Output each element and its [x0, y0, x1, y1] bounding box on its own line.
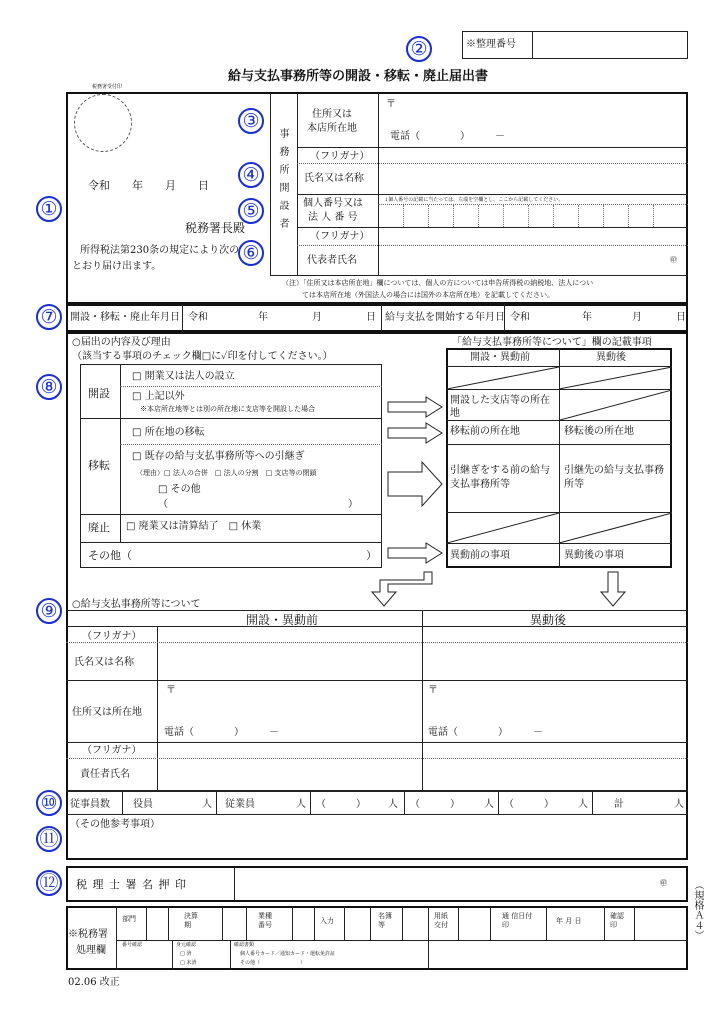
- emp-person6: 人: [674, 799, 684, 810]
- r-succ-after: 引継先の給与支払事務所等: [564, 465, 664, 490]
- move-label: 移転: [88, 459, 110, 472]
- ou-b2a: □ 済: [180, 951, 192, 957]
- office-phone1: 電話（ ） －: [164, 727, 279, 738]
- dates-m2: 月: [632, 312, 642, 323]
- note-line2: とおり届け出ます。: [72, 261, 162, 272]
- ou-label2: 処理欄: [76, 945, 106, 956]
- name-label: 氏名又は名称: [304, 173, 364, 184]
- arrow-other: [386, 542, 446, 564]
- open-label: 開設: [88, 387, 110, 400]
- reason-sub: （該当する事項のチェック欄□に✓印を付してください。）: [72, 351, 333, 362]
- circle-12: ⑫: [36, 870, 62, 896]
- open2-note: ※本店所在地等とは別の所在地に支店等を開設した場合: [140, 405, 315, 413]
- ou-c5: 名簿等: [378, 912, 392, 929]
- dates-label1: 開設・移転・廃止年月日: [70, 312, 180, 323]
- date-line: 令和 年 月 日: [88, 179, 209, 192]
- r-succ-before: 引継ぎをする前の給与支払事務所等: [450, 465, 550, 490]
- ou-b3: 確認書類: [234, 942, 255, 948]
- emp-paren2: （ ）: [410, 799, 460, 810]
- dates-d2: 日: [676, 312, 686, 323]
- rep-seal: ㊞: [670, 256, 677, 264]
- stamp-label: 税務署受付印: [92, 84, 123, 90]
- abolish1: □ 廃業又は清算結了 □ 休業: [126, 521, 262, 532]
- furigana2-label: （フリガナ）: [310, 231, 370, 242]
- phone-label: 電話（ ） －: [390, 131, 505, 142]
- emp-emp: 従業員: [225, 799, 255, 810]
- arrow-move: [386, 422, 446, 444]
- r-open-before: 開設した支店等の所在地: [450, 395, 550, 419]
- note-line1: 所得税法第230条の規定により次の: [80, 245, 240, 256]
- r-other-before: 異動前の事項: [450, 550, 510, 561]
- dates-y1: 年: [258, 312, 268, 323]
- office-furigana: （フリガナ）: [82, 631, 142, 642]
- office-postal2: 〒: [428, 685, 438, 696]
- move5: （ ）: [158, 499, 358, 510]
- kikaku-note: （規格Ａ４）: [692, 880, 703, 940]
- open2: □ 上記以外: [132, 391, 185, 402]
- remarks-label: （その他参考事項）: [70, 819, 160, 830]
- circle-7: ⑦: [36, 304, 62, 330]
- furigana-label: （フリガナ）: [310, 151, 370, 162]
- ou-b2b: □ 未済: [180, 960, 197, 966]
- right-col-after: 異動後: [596, 352, 626, 363]
- office-furigana2: （フリガナ）: [82, 745, 142, 756]
- abolish-label: 廃止: [88, 521, 110, 534]
- arrow-down-right: [598, 570, 628, 610]
- other-label: その他（: [88, 549, 132, 562]
- office-name: 氏名又は名称: [74, 657, 134, 668]
- office-addr: 住所又は所在地: [72, 707, 142, 718]
- dates-y2: 年: [582, 312, 592, 323]
- circle-3: ③: [238, 108, 264, 134]
- office-phone2: 電話（ ） －: [428, 727, 543, 738]
- id-label1: 個人番号又は: [303, 198, 363, 209]
- dates-era1: 令和: [188, 312, 208, 323]
- r-other-after: 異動後の事項: [564, 550, 624, 561]
- emp-person3: 人: [388, 799, 398, 810]
- ou-c3: 業種番号: [258, 912, 272, 929]
- circle-1: ①: [36, 196, 62, 222]
- ou-c2: 決算期: [184, 912, 198, 929]
- stamp-circle: [74, 94, 132, 152]
- emp-person5: 人: [578, 799, 588, 810]
- move3: （理由）□ 法人の合併 □ 法人の分割 □ 支店等の閉鎖: [136, 469, 317, 477]
- address-label1: 住所又は: [312, 109, 352, 120]
- open1: □ 開業又は法人の設立: [132, 371, 235, 382]
- tax-label: 税 理 士 署 名 押 印: [76, 878, 187, 891]
- ou-label1: ※税務署: [68, 929, 108, 940]
- office-use-section: [66, 906, 688, 970]
- circle-5: ⑤: [238, 198, 264, 224]
- ou-c9: 確認印: [610, 912, 624, 929]
- diag-3: [447, 513, 673, 543]
- emp-paren3: （ ）: [504, 799, 554, 810]
- rep-label: 代表者氏名: [307, 255, 357, 266]
- emp-total: 計: [614, 799, 624, 810]
- reason-left-box: [80, 364, 382, 568]
- r-move-before: 移転前の所在地: [450, 426, 520, 437]
- right-col-before: 開設・異動前: [470, 352, 530, 363]
- id-label2: 法 人 番 号: [308, 212, 358, 223]
- emp-officer: 役員: [133, 799, 153, 810]
- ou-c7: 通 信日付印: [502, 912, 533, 929]
- emp-label: 従事員数: [70, 799, 110, 810]
- move2: □ 既存の給与支払事務所等への引継ぎ: [132, 451, 305, 462]
- circle-10: ⑩: [36, 790, 62, 816]
- ou-b1: 番号確認: [122, 942, 143, 948]
- diag-2: [560, 390, 672, 420]
- ou-b2: 身元確認: [176, 942, 197, 948]
- office-postal1: 〒: [166, 685, 176, 696]
- revision: 02.06 改正: [68, 977, 120, 988]
- emp-person2: 人: [296, 799, 306, 810]
- postal-mark: 〒: [386, 99, 396, 110]
- reason-title: ○届出の内容及び理由: [72, 337, 171, 348]
- circle-4: ④: [238, 162, 264, 188]
- applicant-note1: （注）「住所又は本店所在地」欄については、個人の方については申告所得税の納税地、法人につい: [282, 279, 594, 287]
- office-title: ○給与支払事務所等について: [72, 599, 201, 610]
- applicant-note2: ては本店所在地（外国法人の場合には国外の本店所在地）を記載してください。: [302, 291, 554, 299]
- circle-9: ⑨: [36, 598, 62, 624]
- circle-8: ⑧: [36, 374, 62, 400]
- ou-c1: 部門: [122, 915, 136, 923]
- dates-m1: 月: [312, 312, 322, 323]
- r-move-after: 移転後の所在地: [564, 426, 634, 437]
- form-title: 給与支払事務所等の開設・移転・廃止届出書: [228, 69, 489, 84]
- move1: □ 所在地の移転: [132, 427, 205, 438]
- tax-office: 税務署長殿: [185, 221, 246, 235]
- arrow-succ: [386, 460, 446, 508]
- office-col-before: 開設・異動前: [246, 613, 319, 627]
- applicant-vertical: 事務所開設者: [277, 128, 288, 236]
- ou-b3a: 個人番号カード／通知カード・運転免許証: [240, 951, 336, 957]
- office-col-after: 異動後: [530, 613, 567, 627]
- seiri-label: ※整理番号: [466, 39, 516, 50]
- emp-person4: 人: [484, 799, 494, 810]
- id-note: ↓個人番号の記載に当たっては、左端を空欄とし、ここから記載してください。: [384, 197, 564, 203]
- arrow-open: [386, 396, 446, 418]
- move4: □ その他: [158, 484, 201, 495]
- emp-person1: 人: [202, 799, 212, 810]
- address-label2: 本店所在地: [307, 123, 357, 134]
- dates-label2: 給与支払を開始する年月日: [385, 312, 505, 323]
- circle-11: ⑪: [36, 826, 62, 852]
- circle-2: ②: [406, 36, 432, 62]
- reason-right-title: 「給与支払事務所等について」欄の記載事項: [452, 337, 652, 348]
- dates-d1: 日: [366, 312, 376, 323]
- ou-c8: 年 月 日: [556, 917, 582, 925]
- dates-era2: 令和: [510, 312, 530, 323]
- tax-seal: ㊞: [660, 879, 667, 887]
- ou-c6: 用紙交付: [434, 912, 448, 929]
- ou-c4: 入力: [320, 917, 334, 925]
- office-manager: 責任者氏名: [80, 769, 130, 780]
- emp-paren1: （ ）: [316, 799, 366, 810]
- arrow-down-left: [366, 570, 436, 610]
- ou-b3b: その他（ ）: [240, 960, 306, 966]
- circle-6: ⑥: [238, 240, 264, 266]
- diag-1: [447, 367, 673, 389]
- applicant-section: [66, 92, 688, 304]
- other-close: ）: [366, 549, 377, 562]
